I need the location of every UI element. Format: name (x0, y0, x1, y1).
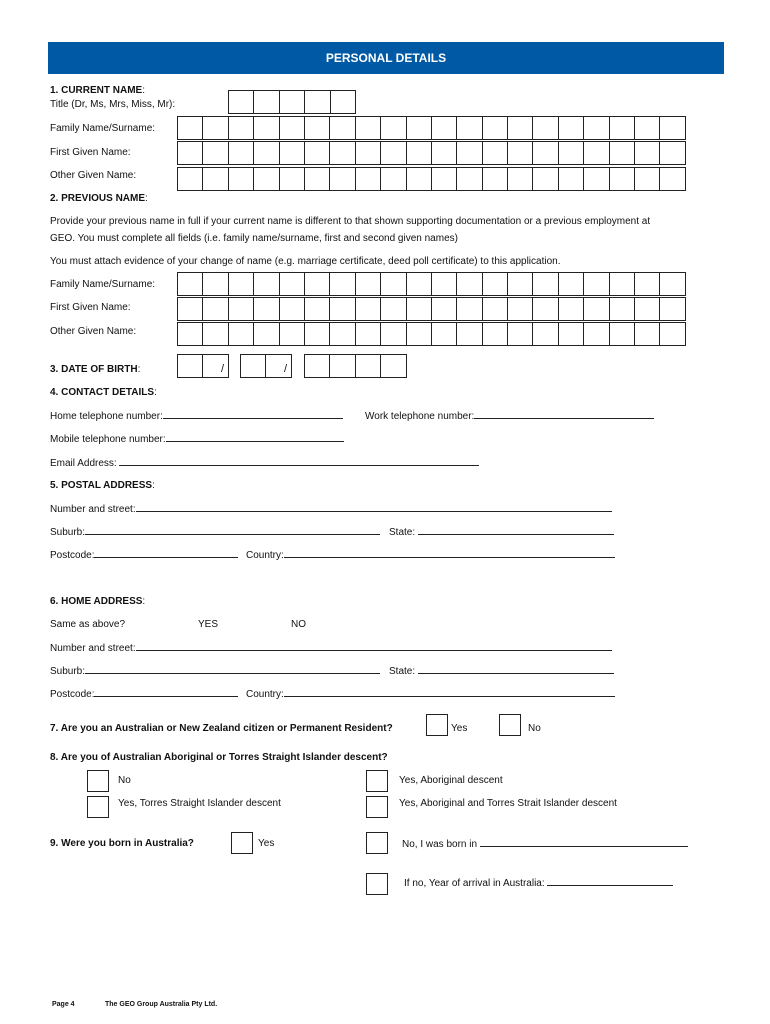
letter-box[interactable] (660, 298, 685, 321)
letter-box[interactable] (178, 355, 203, 378)
letter-box[interactable] (457, 298, 482, 321)
letter-box[interactable] (280, 91, 305, 114)
letter-box[interactable] (483, 323, 508, 346)
letter-box[interactable] (280, 323, 305, 346)
letter-box[interactable] (254, 298, 279, 321)
letter-box[interactable] (584, 168, 609, 191)
home-country-label: Country: (246, 689, 284, 700)
descent-aboriginal-label: Yes, Aboriginal descent (399, 775, 503, 786)
page-title: PERSONAL DETAILS (325, 51, 447, 65)
letter-box[interactable] (660, 168, 685, 191)
letter-box[interactable] (635, 273, 660, 296)
letter-box[interactable] (483, 142, 508, 165)
born-in-label: No, I was born in (402, 839, 478, 850)
letter-box[interactable] (635, 298, 660, 321)
letter-box[interactable] (330, 323, 355, 346)
born-question: 9. Were you born in Australia? (50, 838, 194, 849)
letter-box[interactable] (381, 323, 406, 346)
letter-box[interactable] (508, 117, 533, 140)
current-other-name-label: Other Given Name: (50, 170, 137, 181)
section-contact-heading: 4. CONTACT DETAILS: (50, 387, 157, 398)
letter-box[interactable] (508, 168, 533, 191)
letter-box[interactable] (280, 142, 305, 165)
descent-both-label: Yes, Aboriginal and Torres Strait Islander descent (399, 798, 617, 809)
letter-box[interactable] (584, 323, 609, 346)
letter-box[interactable] (559, 273, 584, 296)
letter-box[interactable] (508, 142, 533, 165)
letter-box[interactable] (584, 298, 609, 321)
letter-box[interactable] (432, 323, 457, 346)
descent-no-checkbox[interactable] (87, 770, 109, 792)
home-street-label: Number and street: (50, 643, 136, 654)
dob-year-boxes[interactable] (304, 354, 407, 378)
home-state-label: State: (389, 666, 416, 677)
home-street-field[interactable] (50, 642, 612, 654)
letter-box[interactable] (254, 91, 279, 114)
letter-box[interactable] (203, 323, 228, 346)
letter-box[interactable] (381, 168, 406, 191)
letter-box[interactable] (305, 323, 330, 346)
postal-suburb-field[interactable] (50, 526, 380, 538)
postal-street-label: Number and street: (50, 504, 136, 515)
letter-box[interactable] (229, 273, 254, 296)
letter-box[interactable] (356, 323, 381, 346)
letter-box[interactable] (432, 298, 457, 321)
letter-box[interactable] (305, 168, 330, 191)
letter-box[interactable] (330, 142, 355, 165)
descent-no-label: No (118, 775, 131, 786)
letter-box[interactable] (483, 168, 508, 191)
citizen-yes-checkbox[interactable] (426, 714, 448, 736)
postal-postcode-field[interactable] (50, 549, 238, 561)
home-postcode-label: Postcode: (50, 689, 95, 700)
letter-box[interactable] (457, 142, 482, 165)
letter-box[interactable] (559, 117, 584, 140)
footer-company: The GEO Group Australia Pty Ltd. (105, 1001, 218, 1008)
postal-state-field[interactable] (389, 526, 614, 538)
letter-box[interactable] (266, 355, 291, 378)
page-header (48, 42, 724, 74)
title-boxes[interactable] (228, 90, 356, 114)
letter-box[interactable] (381, 273, 406, 296)
previous-first-name-label: First Given Name: (50, 302, 131, 313)
letter-box[interactable] (330, 355, 355, 378)
current-first-name-label: First Given Name: (50, 147, 131, 158)
letter-box[interactable] (457, 117, 482, 140)
citizen-yes-label: Yes (451, 723, 468, 734)
descent-both-checkbox[interactable] (366, 796, 388, 818)
letter-box[interactable] (610, 298, 635, 321)
home-phone-field[interactable] (50, 410, 343, 422)
dob-separator: / (284, 363, 288, 375)
letter-box[interactable] (178, 273, 203, 296)
letter-box[interactable] (533, 298, 558, 321)
letter-box[interactable] (203, 355, 228, 378)
letter-box[interactable] (610, 323, 635, 346)
descent-question: 8. Are you of Australian Aboriginal or Torres Straight Islander descent? (50, 752, 388, 763)
section-current-name-heading: 1. CURRENT NAME: (50, 85, 146, 96)
letter-box[interactable] (203, 273, 228, 296)
arrival-year-checkbox[interactable] (366, 873, 388, 895)
letter-box[interactable] (305, 355, 330, 378)
previous-other-name-label: Other Given Name: (50, 326, 137, 337)
descent-aboriginal-checkbox[interactable] (366, 770, 388, 792)
postal-country-label: Country: (246, 550, 284, 561)
letter-box[interactable] (407, 168, 432, 191)
previous-family-name-boxes[interactable] (177, 272, 686, 296)
letter-box[interactable] (559, 142, 584, 165)
letter-box[interactable] (407, 142, 432, 165)
letter-box[interactable] (660, 117, 685, 140)
letter-box[interactable] (660, 273, 685, 296)
letter-box[interactable] (203, 168, 228, 191)
letter-box[interactable] (254, 117, 279, 140)
postal-country-field[interactable] (246, 549, 615, 561)
letter-box[interactable] (635, 323, 660, 346)
letter-box[interactable] (178, 142, 203, 165)
letter-box[interactable] (229, 168, 254, 191)
letter-box[interactable] (254, 323, 279, 346)
born-no-checkbox[interactable] (366, 832, 388, 854)
current-family-name-label: Family Name/Surname: (50, 123, 156, 134)
letter-box[interactable] (508, 273, 533, 296)
letter-box[interactable] (305, 273, 330, 296)
footer-page-number: Page 4 (52, 1001, 75, 1008)
descent-torres-checkbox[interactable] (87, 796, 109, 818)
previous-name-instructions-1: Provide your previous name in full if your current name is different to that shown supporting documentation or a previous employment at (50, 216, 651, 227)
section-previous-name-heading: 2. PREVIOUS NAME: (50, 193, 148, 204)
letter-box[interactable] (407, 117, 432, 140)
letter-box[interactable] (660, 142, 685, 165)
letter-box[interactable] (457, 323, 482, 346)
letter-box[interactable] (229, 117, 254, 140)
letter-box[interactable] (356, 168, 381, 191)
letter-box[interactable] (178, 168, 203, 191)
home-suburb-label: Suburb: (50, 666, 86, 677)
letter-box[interactable] (483, 273, 508, 296)
email-field[interactable] (50, 457, 479, 469)
letter-box[interactable] (178, 323, 203, 346)
letter-box[interactable] (533, 323, 558, 346)
letter-box[interactable] (610, 273, 635, 296)
letter-box[interactable] (610, 142, 635, 165)
postal-suburb-label: Suburb: (50, 527, 86, 538)
descent-torres-label: Yes, Torres Straight Islander descent (118, 798, 281, 809)
home-suburb-field[interactable] (50, 665, 380, 677)
letter-box[interactable] (330, 298, 355, 321)
letter-box[interactable] (229, 91, 254, 114)
same-as-above-label: Same as above? (50, 619, 126, 630)
previous-first-name-boxes[interactable] (177, 297, 686, 321)
letter-box[interactable] (533, 117, 558, 140)
same-as-above-yes[interactable]: YES (198, 619, 219, 630)
letter-box[interactable] (178, 298, 203, 321)
letter-box[interactable] (483, 117, 508, 140)
letter-box[interactable] (254, 168, 279, 191)
letter-box[interactable] (635, 117, 660, 140)
letter-box[interactable] (356, 117, 381, 140)
letter-box[interactable] (280, 298, 305, 321)
previous-name-evidence-note: You must attach evidence of your change of name (e.g. marriage certificate, deed poll certificate) to this application. (50, 256, 561, 267)
previous-family-name-label: Family Name/Surname: (50, 279, 156, 290)
letter-box[interactable] (432, 273, 457, 296)
previous-name-instructions-2: GEO. You must complete all fields (i.e. family name/surname, first and second given names) (50, 233, 458, 244)
letter-box[interactable] (508, 323, 533, 346)
letter-box[interactable] (203, 117, 228, 140)
letter-box[interactable] (584, 117, 609, 140)
letter-box[interactable] (610, 168, 635, 191)
letter-box[interactable] (610, 117, 635, 140)
letter-box[interactable] (584, 273, 609, 296)
letter-box[interactable] (305, 142, 330, 165)
letter-box[interactable] (229, 142, 254, 165)
citizen-no-checkbox[interactable] (499, 714, 521, 736)
born-in-field[interactable] (402, 838, 688, 850)
letter-box[interactable] (457, 273, 482, 296)
letter-box[interactable] (432, 168, 457, 191)
mobile-phone-field[interactable] (50, 433, 344, 445)
letter-box[interactable] (559, 298, 584, 321)
current-family-name-boxes[interactable] (177, 116, 686, 140)
letter-box[interactable] (280, 117, 305, 140)
section-dob-heading: 3. DATE OF BIRTH: (50, 364, 141, 375)
letter-box[interactable] (533, 273, 558, 296)
letter-box[interactable] (483, 298, 508, 321)
home-country-field[interactable] (246, 688, 615, 700)
letter-box[interactable] (508, 298, 533, 321)
letter-box[interactable] (305, 91, 330, 114)
current-first-name-boxes[interactable] (177, 141, 686, 165)
letter-box[interactable] (381, 117, 406, 140)
letter-box[interactable] (254, 273, 279, 296)
letter-box[interactable] (330, 117, 355, 140)
letter-box[interactable] (432, 142, 457, 165)
letter-box[interactable] (407, 298, 432, 321)
letter-box[interactable] (559, 168, 584, 191)
letter-box[interactable] (635, 142, 660, 165)
letter-box[interactable] (280, 168, 305, 191)
home-phone-label: Home telephone number: (50, 411, 163, 422)
letter-box[interactable] (305, 117, 330, 140)
letter-box[interactable] (381, 355, 406, 378)
letter-box[interactable] (356, 355, 381, 378)
letter-box[interactable] (241, 355, 266, 378)
letter-box[interactable] (331, 91, 356, 114)
letter-box[interactable] (229, 323, 254, 346)
home-postcode-field[interactable] (50, 688, 238, 700)
letter-box[interactable] (533, 142, 558, 165)
home-state-field[interactable] (389, 665, 614, 677)
letter-box[interactable] (356, 273, 381, 296)
letter-box[interactable] (584, 142, 609, 165)
letter-box[interactable] (178, 117, 203, 140)
letter-box[interactable] (635, 168, 660, 191)
letter-box[interactable] (305, 298, 330, 321)
letter-box[interactable] (356, 142, 381, 165)
letter-box[interactable] (381, 142, 406, 165)
postal-state-label: State: (389, 527, 416, 538)
arrival-year-field[interactable] (404, 877, 673, 889)
letter-box[interactable] (432, 117, 457, 140)
born-yes-checkbox[interactable] (231, 832, 253, 854)
same-as-above-no[interactable]: NO (291, 619, 306, 630)
arrival-year-label: If no, Year of arrival in Australia: (404, 878, 545, 889)
citizenship-question: 7. Are you an Australian or New Zealand citizen or Permanent Resident? (50, 723, 393, 734)
citizen-no-label: No (528, 723, 541, 734)
title-label: Title (Dr, Ms, Mrs, Miss, Mr): (50, 99, 176, 110)
letter-box[interactable] (660, 323, 685, 346)
work-phone-field[interactable] (365, 410, 654, 422)
current-other-name-boxes[interactable] (177, 167, 686, 191)
letter-box[interactable] (330, 273, 355, 296)
section-postal-heading: 5. POSTAL ADDRESS: (50, 480, 155, 491)
section-home-heading: 6. HOME ADDRESS: (50, 596, 146, 607)
dob-separator: / (221, 363, 225, 375)
letter-box[interactable] (407, 273, 432, 296)
letter-box[interactable] (203, 298, 228, 321)
letter-box[interactable] (203, 142, 228, 165)
letter-box[interactable] (559, 323, 584, 346)
previous-other-name-boxes[interactable] (177, 322, 686, 346)
mobile-phone-label: Mobile telephone number: (50, 434, 166, 445)
email-label: Email Address: (50, 458, 117, 469)
postal-postcode-label: Postcode: (50, 550, 95, 561)
letter-box[interactable] (229, 298, 254, 321)
born-yes-label: Yes (258, 838, 275, 849)
postal-street-field[interactable] (50, 503, 612, 515)
letter-box[interactable] (254, 142, 279, 165)
work-phone-label: Work telephone number: (365, 411, 475, 422)
letter-box[interactable] (407, 323, 432, 346)
letter-box[interactable] (457, 168, 482, 191)
letter-box[interactable] (381, 298, 406, 321)
letter-box[interactable] (356, 298, 381, 321)
letter-box[interactable] (280, 273, 305, 296)
letter-box[interactable] (330, 168, 355, 191)
letter-box[interactable] (533, 168, 558, 191)
